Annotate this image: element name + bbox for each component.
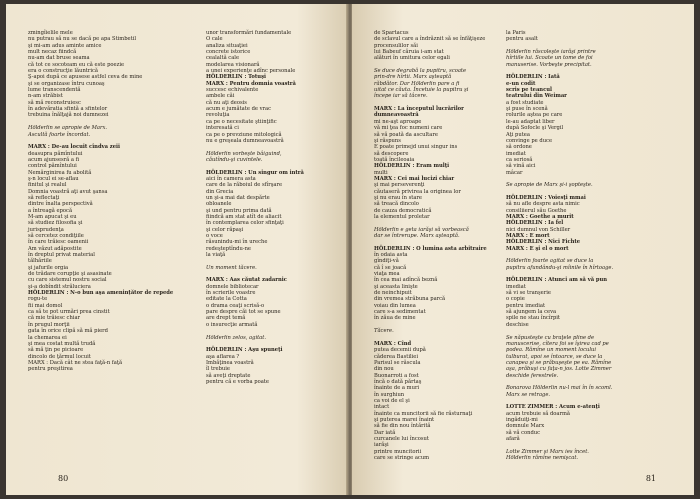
text-line: succesc echivalente — [206, 87, 259, 94]
text-line: cu care sistemul nostru social — [28, 277, 107, 284]
text-line: o insurecţie armată — [206, 321, 258, 328]
text-line: HÖLDERLIN : Ia fel — [506, 220, 564, 227]
text-line: ca să te pot urmări prea cinstit — [28, 309, 110, 316]
text-line: Parisul se răscula — [374, 359, 421, 366]
text-line: le-au adaptat liber — [506, 118, 555, 125]
text-line: în dreptul privat material — [28, 252, 95, 259]
text-line: o voce — [206, 233, 223, 239]
text-line: procensulilor săi — [374, 42, 418, 49]
text-line: iarăşi — [374, 442, 389, 449]
text-line: HÖLDERLIN : N-o bun aşa amenințător de repede — [28, 290, 174, 297]
text-line: fiindcă am stat atît de aliacit — [206, 213, 282, 220]
text-line: care s-a sedimentat — [374, 309, 426, 316]
right-page — [352, 4, 694, 495]
text-line: să mă ţin pe picioare — [28, 347, 84, 354]
text-line: a unei experienţe adînc personale — [206, 68, 296, 75]
text-line: a întreagă epocă — [28, 207, 73, 214]
text-line: în odaia asta — [374, 252, 408, 259]
text-line: răsunindu-mi în ureche — [206, 239, 268, 246]
text-line: vă mi ţea foc numeni care — [374, 125, 443, 132]
text-line: imediat — [506, 150, 526, 157]
text-line: intact — [374, 404, 390, 411]
text-line: pentru că e vorba poate — [206, 378, 269, 385]
text-line: pare despre căi tot se spune — [206, 309, 281, 316]
text-line: din vremea străbuna parcă — [374, 296, 446, 303]
text-line: că mie trăiesc chiar — [28, 315, 81, 322]
text-line: MARX : Aas căutat zadarnic — [206, 277, 287, 284]
text-line: nu e greşeala dumneavoastră — [206, 137, 284, 144]
text-line: Ş-apoi după ce apusese astfel ceva de mine — [28, 74, 143, 81]
text-line: acum e jumătate de vrac — [206, 106, 272, 113]
text-line: care de la răboiul de sfîrşare — [206, 182, 283, 189]
left-page-number: 80 — [58, 474, 69, 483]
text-line: consiliierul său Goethe — [506, 207, 567, 214]
text-line: în contemplarea celor sfinţaţi — [206, 220, 284, 227]
text-line: rogu-te — [28, 296, 48, 303]
text-line: HÖLDERLIN : O lumina asta arbitraire — [374, 245, 487, 252]
text-line: MARX : Cînd — [374, 340, 412, 347]
text-line: scris pe teancul — [506, 87, 552, 94]
text-line: că tot ce socoteam eu că este poezie — [28, 61, 125, 68]
text-line: teatrului din Weimar — [506, 93, 567, 100]
text-line: în adevăratia sfintă a sfintelor — [28, 106, 108, 113]
text-line: are drept temă — [206, 315, 246, 322]
text-line: în cea mai adîncă beznă — [374, 277, 438, 284]
text-line: obloanele — [206, 201, 232, 208]
text-line: O cale — [206, 36, 223, 43]
text-line: domnele bibliotecar — [206, 283, 259, 290]
text-line: că nu aţi deosis — [206, 99, 247, 106]
text-line: şi mi-am adus aminte amice — [28, 42, 102, 49]
text-line: mi ne-aşt aproape — [374, 118, 422, 125]
text-line: HÖLDERLIN : Aşu spuneţi — [206, 347, 283, 354]
text-line: e-un codit — [506, 80, 536, 87]
text-line: interesată ci — [206, 125, 239, 132]
text-line: Hölderlin vorbeşte bâiguind, căutîndu-şi cuvintele. — [206, 150, 282, 163]
text-line: imediat — [506, 283, 526, 290]
text-line: Domnia voastră aţi avut şansa — [28, 188, 108, 195]
text-line: Se duce degrabă la pupitru, scoate prin-dre hîrtii. Marx aşteaptă răbdător. Dar Hölderlin pare a fi uitat ce căuta. Încetuie la pupitru şi începe iar să tâcere. — [374, 68, 469, 100]
text-line: Hölderlin e geta iarăşi să vorbească dar se întrerupe. Marx aşteaptă. — [374, 226, 469, 239]
text-line: MARX : Pentru domnia voastră — [206, 80, 296, 87]
text-line: Bonarova Hölderlin nu-l mai în în scoml. Marx se retrage. — [506, 385, 613, 398]
text-line: Aţi putea — [506, 131, 530, 138]
text-line: în care trăiesc oamenii — [28, 239, 89, 246]
text-line: şi mai perseverenţi — [374, 182, 425, 189]
text-line: HÖLDERLIN : Eram mulţi — [374, 163, 450, 170]
text-line: revoluţia — [206, 112, 230, 119]
text-line: o copie — [506, 296, 525, 303]
text-line: HÖLDERLIN : Atunci am să vă pun — [506, 277, 608, 284]
text-line: pentru imediat — [506, 302, 546, 309]
text-line: concrete istorice — [206, 49, 251, 56]
text-line: control pămîntului — [28, 163, 77, 170]
text-line: fii mai domol — [28, 302, 63, 309]
text-line: Se apropie de Marx şi-i şopteşte. — [506, 182, 593, 189]
text-line: şi puterea marei înaint — [374, 416, 435, 423]
text-line: să treacă dincolo — [374, 201, 419, 208]
text-line: să ajungem la ceva — [506, 309, 557, 316]
right-page-number: 81 — [645, 474, 656, 483]
text-line: analiza situaţiei — [206, 42, 248, 49]
text-line: redeşteptîndu-ne — [206, 245, 251, 252]
text-line: Hölderlin se apropie de Marx. Ascultă foarte încordat. — [28, 125, 108, 138]
text-line: de cauza democratică — [374, 207, 432, 214]
text-line: a fost studiate — [506, 99, 544, 106]
text-line: în prugul morţii — [28, 321, 70, 328]
text-line: să reflectaţi — [28, 194, 60, 201]
text-line: MARX : Goethe a murit — [506, 213, 574, 220]
text-line: acum trebuie să doarmă — [506, 410, 571, 417]
text-line: să studiez filosofia şi — [28, 220, 83, 227]
text-line: ş-n locul ei se-aflau — [28, 175, 79, 182]
text-line: să vi se tranşerie — [506, 290, 551, 297]
left-page-column-2 — [206, 30, 304, 385]
text-line: ca pe o prevziune mitologică — [206, 131, 282, 138]
text-line: înainte ca muncitorii să fie răsturnaţi — [374, 410, 473, 417]
text-line: M-am apucat şi eu — [28, 213, 77, 220]
text-line: să ordone — [506, 144, 532, 151]
text-line: domnule Marx — [506, 423, 545, 430]
text-line: MARX : Cei mai lucizi chiar — [374, 175, 455, 182]
text-line: ambele căi — [206, 93, 235, 100]
text-line: Hölderlin răscoleşte iarăşi printre hîrtiile lui. Scoate un tome de foi manuserise. Vorbeşte precipitat. — [506, 49, 596, 68]
text-line: în surghiun — [374, 391, 405, 398]
text-line: E poate primejd unui singur ins — [374, 144, 458, 151]
text-line: să vă poată da ascultare — [374, 131, 438, 138]
text-line: la chemarea ei — [28, 334, 67, 341]
text-line: de neinchipuit — [374, 290, 412, 297]
text-line: cealaltă cale — [206, 55, 240, 62]
text-line: şi răspuns — [374, 137, 401, 144]
text-line: jurisprudenţa — [28, 226, 64, 233]
text-line: la elementul proletar — [374, 213, 430, 220]
text-line: deasupra pămîntului — [28, 150, 83, 157]
text-line: ca voi de el şi — [374, 397, 410, 404]
text-line: să cercetez condiţiile — [28, 233, 84, 239]
text-line: Hölderlin zelos, agitat. — [206, 334, 267, 341]
text-line: MARX : Dacă cât ne stea faţă-n faţă — [28, 359, 123, 366]
text-line: putea decemii după — [374, 347, 426, 354]
text-line: Un moment tăcere. — [206, 264, 257, 271]
text-line: pentru asalt — [506, 36, 538, 43]
text-line: gata în orice clipă să mă pierd — [28, 328, 108, 335]
text-line: dumneavoastră — [374, 112, 419, 119]
text-line: la viaţă — [206, 252, 226, 259]
text-line: să aveţi dreptate — [206, 372, 251, 379]
text-line: căutaseră privirea la originea lor — [374, 188, 461, 195]
text-line: de Spartacus — [374, 30, 409, 36]
text-line: MARX : De-au locuit cîndva zeii — [28, 144, 120, 151]
text-line: HÖLDERLIN : Voiesţi mmai — [506, 194, 586, 201]
left-page-column-1 — [28, 30, 174, 373]
text-line: să vă conduc — [506, 429, 541, 436]
text-line: ca pe o necesitate ştiinţific — [206, 118, 277, 125]
text-line: curcanele lui încosut — [374, 436, 429, 442]
text-line: din nou — [374, 366, 394, 373]
text-line: nu-am dat bruse seama — [28, 55, 90, 62]
text-line: Buonarroti a fost — [374, 372, 419, 379]
text-line: şi-a dobîndit străluciera — [28, 283, 91, 290]
text-line: deschise — [506, 321, 529, 328]
text-line: LOTTE ZIMMER : Acum e-atenţi — [506, 404, 600, 411]
text-line: aici în camera asta — [206, 175, 256, 182]
text-line: HÖLDERLIN : Totuşi — [206, 74, 266, 81]
text-line: Imbăţinea voastră — [206, 359, 254, 366]
text-line: să mă reconstruiesc — [28, 99, 81, 106]
text-line: aşa aflarea ? — [206, 353, 240, 360]
text-line: să nu afle despre asta nimic — [506, 201, 580, 208]
right-page-column-2 — [506, 30, 614, 461]
text-line: MARX : La începutul lucrărilor — [374, 106, 464, 113]
text-line: Se năpusteşte cu braţele pline de manuscerise, cîtera foi se îşirea cad pe podea. Rămîne un moment locului tulburat, apoi se întoarce, se duce la canapea şi se prăbuşeşte pe ea. Rămîne aşa, prăbuşi cu faţa-n jos. Lotte Zimmer deschide ferestrele. — [506, 334, 612, 379]
text-line: finitul şi realul — [28, 182, 67, 189]
text-line: şi mea costat multă trudă — [28, 340, 96, 347]
text-line: îl trebuie — [206, 366, 230, 373]
text-line: Dar iată — [374, 429, 396, 436]
text-line: un şi-a mai dat despărte — [206, 194, 270, 201]
text-line: şi und pentru prima dată — [206, 207, 272, 214]
text-line: editate la Cotta — [206, 296, 247, 303]
text-line: Tăcere. — [374, 328, 394, 335]
text-line: dincolo de ţărmul locuit — [28, 353, 91, 360]
text-line: toată încileoaia — [374, 156, 415, 163]
text-line: era o construcţie lăuntrică — [28, 68, 99, 75]
text-line: gîndiţi-vă — [374, 258, 399, 265]
text-line: şi puse în scenă — [506, 106, 548, 113]
text-line: în zăua de mine — [374, 315, 416, 322]
text-line: MARX : E mort — [506, 233, 550, 239]
text-line: acum ajunsesră a fi — [28, 156, 80, 163]
text-line: MARX : E şi el o mort — [506, 245, 569, 252]
text-line: unor transformări fundamentale — [206, 30, 292, 36]
text-line: şi se organizase întru cunoaş — [28, 80, 105, 87]
text-line: mâcar — [506, 169, 523, 176]
text-line: lui Babeuf căruia i-am stat — [374, 49, 444, 56]
text-line: modelarea visionară — [206, 61, 260, 68]
text-line: n-am străbist — [28, 93, 63, 100]
text-line: Nemărginirea fu abolită — [28, 169, 92, 176]
text-line: HÖLDERLIN : Un singur om intră — [206, 169, 304, 176]
text-line: căderea Bastiliei — [374, 353, 419, 360]
text-line: HÖLDERLIN : Iată — [506, 74, 560, 81]
text-line: să descopere — [374, 150, 409, 157]
text-line: HÖLDERLIN : Nici Fichte — [506, 239, 581, 246]
text-line: nu putrau să nu se dacă pe apa Stimbetil — [28, 36, 137, 43]
text-line: pentru preşitirea — [28, 366, 73, 373]
text-line: printre muncitorii — [374, 448, 422, 455]
text-line: încă o dată părtaş — [374, 378, 422, 385]
text-line: zmingîielile mele — [28, 30, 73, 36]
text-line: Hölderlin foarte agitat se duce la pupitru afundându-şi mîinile în hîrtoage. — [506, 258, 614, 271]
text-line: în scrierile voastre — [206, 290, 256, 297]
text-line: că î se joacă — [374, 264, 407, 271]
text-line: şi jafurile orgia — [28, 264, 69, 271]
text-line: şi aceasta linişte — [374, 283, 418, 290]
open-book — [6, 4, 694, 495]
text-line: multi — [374, 169, 388, 176]
text-line: afară — [506, 436, 520, 442]
text-line: să fie din nou întărită — [374, 423, 431, 430]
text-line: lume transcendentă — [28, 87, 81, 94]
text-line: ingăduiţi-mi — [506, 416, 538, 423]
text-line: mult necaz fiindcă — [28, 49, 77, 56]
text-line: dintre înalta perspectivă — [28, 201, 93, 208]
text-line: spile ne stau încîrpit — [506, 315, 561, 322]
text-line: după Sofocle şi Vergil — [506, 125, 564, 132]
text-line: de trădare corupţie şi asasinate — [28, 271, 112, 278]
text-line: din Grecia — [206, 188, 234, 195]
text-line: de sclavul care a îndrăznit să se înfăţişeze — [374, 36, 486, 43]
text-line: viaţa mea — [374, 271, 400, 278]
text-line: trebuina înălţajă noi dumnezei — [28, 112, 109, 119]
text-line: şi nu erau în stare — [374, 194, 422, 201]
text-line: rolurile aştea pe care — [506, 112, 563, 119]
right-page-column-1 — [374, 30, 487, 462]
text-line: care se stringe acum — [374, 455, 430, 462]
left-page — [6, 4, 348, 495]
text-line: convinge pe duce — [506, 137, 553, 144]
text-line: la Paris — [506, 30, 526, 36]
text-line: nici dumnul von Schiller — [506, 226, 571, 233]
text-line: şi celor răpaşi — [206, 226, 244, 233]
text-line: Am văzut adăpostite — [28, 245, 82, 252]
text-line: Lotte Zimmer şi Marx ies încet. Hölderlin rămîne nemişcat. — [506, 448, 589, 462]
text-line: alături în umitura celor egali — [374, 55, 450, 62]
text-line: înainte de a muri — [374, 385, 420, 392]
text-line: ca seriosă — [506, 156, 533, 163]
text-line: voiau din lumea — [374, 302, 416, 309]
text-line: tălhăriile — [28, 258, 52, 265]
text-line: o drama ceaţi scrisă-o — [206, 302, 265, 309]
text-line: să vină aici — [506, 163, 536, 170]
